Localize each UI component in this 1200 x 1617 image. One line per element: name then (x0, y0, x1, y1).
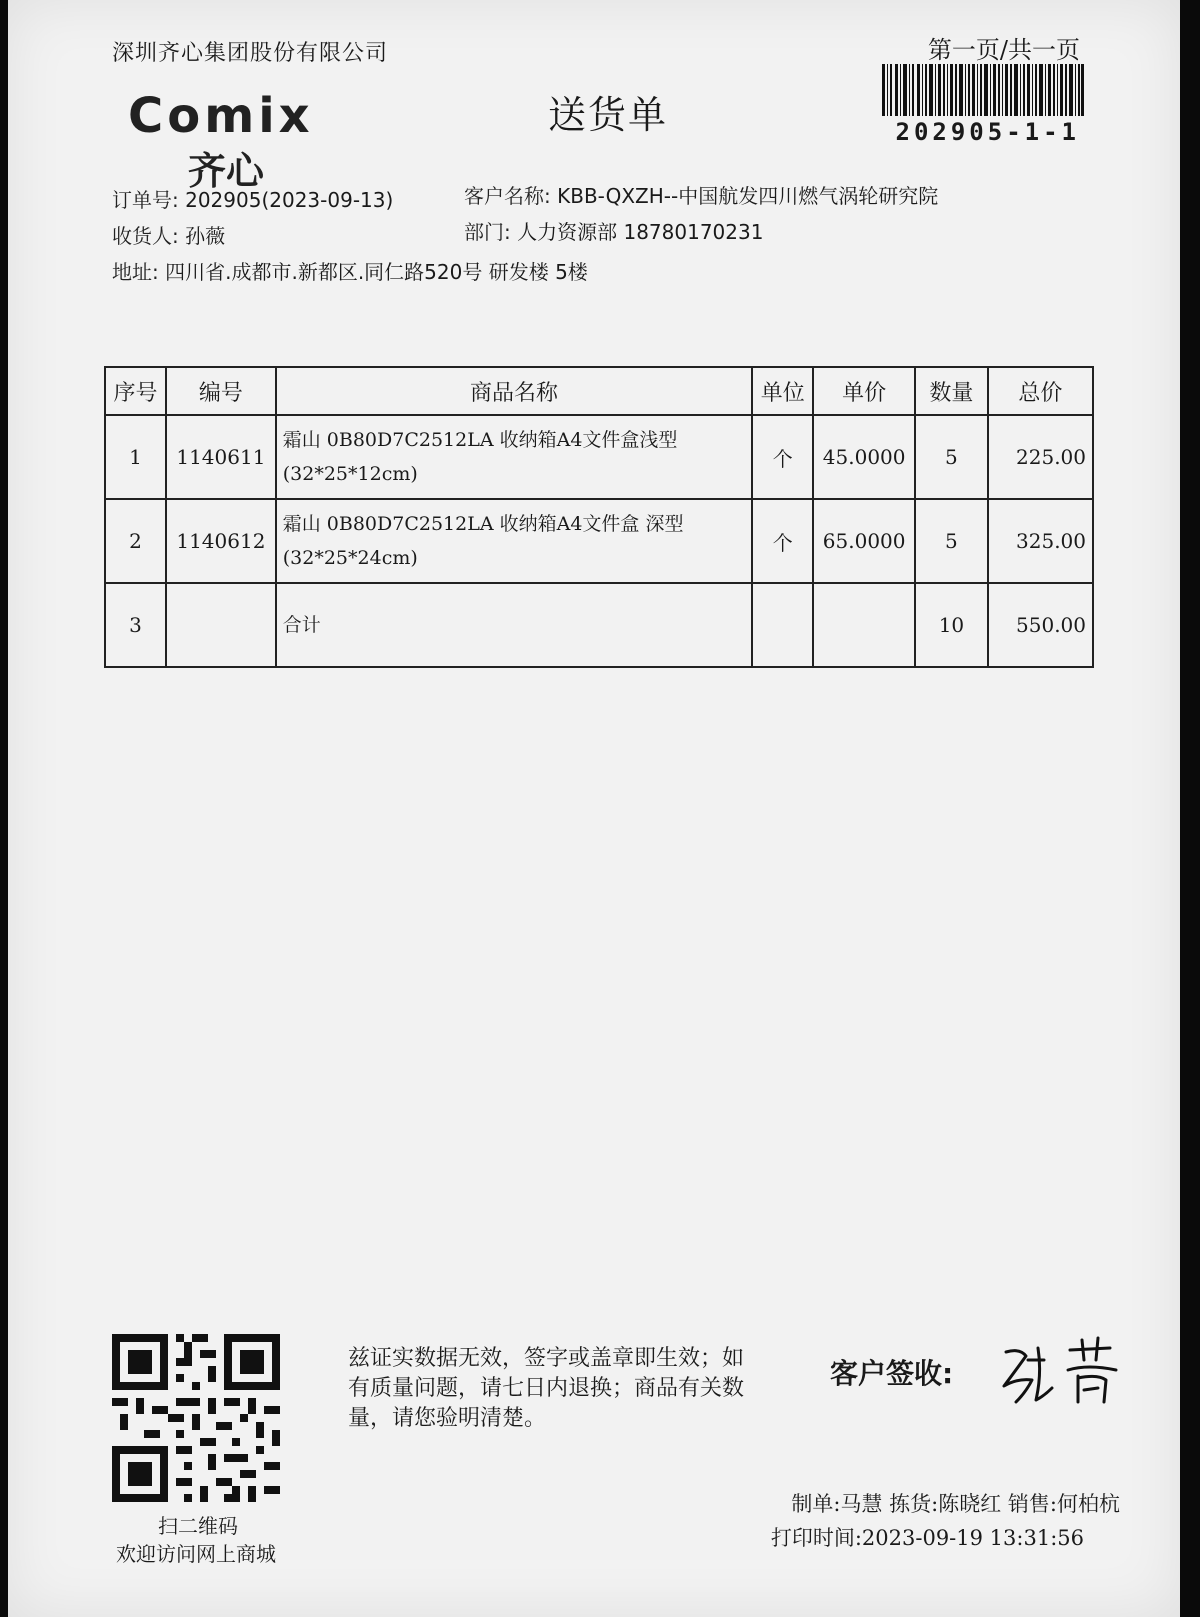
qr-caption-scan: 扫二维码 (158, 1514, 238, 1538)
company-name: 深圳齐心集团股份有限公司 (112, 41, 389, 66)
receiver (112, 220, 225, 249)
order-number (112, 184, 393, 213)
order-number-value: 202905(2023-09-13) (185, 188, 394, 212)
cell-price: 65.0000 (813, 499, 915, 583)
cell-unit: 个 (752, 415, 813, 499)
table-row-total (105, 583, 1093, 667)
document-title: 送货单 (548, 93, 669, 137)
customer-name (464, 180, 938, 209)
table-row (105, 499, 1093, 583)
cell-total: 550.00 (988, 583, 1093, 667)
column-header: 数量 (915, 367, 988, 415)
column-header: 编号 (166, 367, 276, 415)
product-name-line1: 霜山 0B80D7C2512LA 收纳箱A4文件盒 深型 (282, 513, 684, 535)
product-name-line2: (32*25*24cm) (282, 547, 418, 569)
column-header: 序号 (105, 367, 166, 415)
qr-caption-welcome: 欢迎访问网上商城 (116, 1542, 276, 1566)
order-number-label: 订单号: (112, 188, 179, 212)
items-table (104, 366, 1094, 668)
department-value: 人力资源部 18780170231 (517, 220, 764, 244)
department-label: 部门: (464, 220, 511, 244)
column-header: 单价 (813, 367, 915, 415)
customer-sign-label: 客户签收: (830, 1357, 954, 1390)
cell-code: 1140612 (166, 499, 276, 583)
product-name-line2: (32*25*12cm) (282, 463, 418, 485)
print-time: 打印时间:2023-09-19 13:31:56 (770, 1526, 1084, 1550)
cell-product-name (276, 499, 753, 583)
notice-text: 兹证实数据无效，签字或盖章即生效；如有质量问题，请七日内退换；商品有关数量，请您验明清楚。 (348, 1346, 745, 1431)
cell-product-name (276, 415, 753, 499)
cell-price: 45.0000 (813, 415, 915, 499)
barcode-icon (882, 64, 1084, 116)
cell-total: 225.00 (988, 415, 1093, 499)
column-header: 单位 (752, 367, 813, 415)
receiver-label: 收货人: (112, 224, 179, 248)
product-name-line1: 合计 (282, 614, 321, 636)
cell-qty: 5 (915, 415, 988, 499)
handwritten-signature (998, 1330, 1138, 1420)
address-value: 四川省.成都市.新都区.同仁路520号 研发楼 5楼 (165, 260, 588, 284)
cell-total: 325.00 (988, 499, 1093, 583)
cell-price (813, 583, 915, 667)
cell-code (166, 583, 276, 667)
cell-code: 1140611 (166, 415, 276, 499)
barcode-number: 202905-1-1 (895, 118, 1080, 146)
delivery-note-sheet (8, 0, 1180, 1617)
cell-unit: 个 (752, 499, 813, 583)
column-header: 商品名称 (276, 367, 753, 415)
cell-unit (752, 583, 813, 667)
address (112, 256, 588, 285)
receiver-value: 孙薇 (185, 224, 226, 248)
staff-info: 制单:马慧 拣货:陈晓红 销售:何柏杭 (791, 1492, 1120, 1516)
customer-label: 客户名称: (464, 184, 551, 208)
customer-value: KBB-QXZH--中国航发四川燃气涡轮研究院 (557, 184, 939, 208)
department (464, 216, 763, 245)
cell-seq: 3 (105, 583, 166, 667)
table-row (105, 415, 1093, 499)
product-name-line1: 霜山 0B80D7C2512LA 收纳箱A4文件盒浅型 (282, 429, 678, 451)
address-label: 地址: (112, 260, 159, 284)
column-header: 总价 (988, 367, 1093, 415)
qr-code-icon[interactable] (112, 1334, 280, 1502)
cell-qty: 5 (915, 499, 988, 583)
cell-seq: 2 (105, 499, 166, 583)
comix-logo: Comix (128, 88, 314, 144)
page-info: 第一页/共一页 (927, 36, 1080, 64)
table-header-row (105, 367, 1093, 415)
cell-seq: 1 (105, 415, 166, 499)
cell-qty: 10 (915, 583, 988, 667)
cell-product-name (276, 583, 753, 667)
comix-logo-cn: 齐心 (188, 149, 265, 193)
